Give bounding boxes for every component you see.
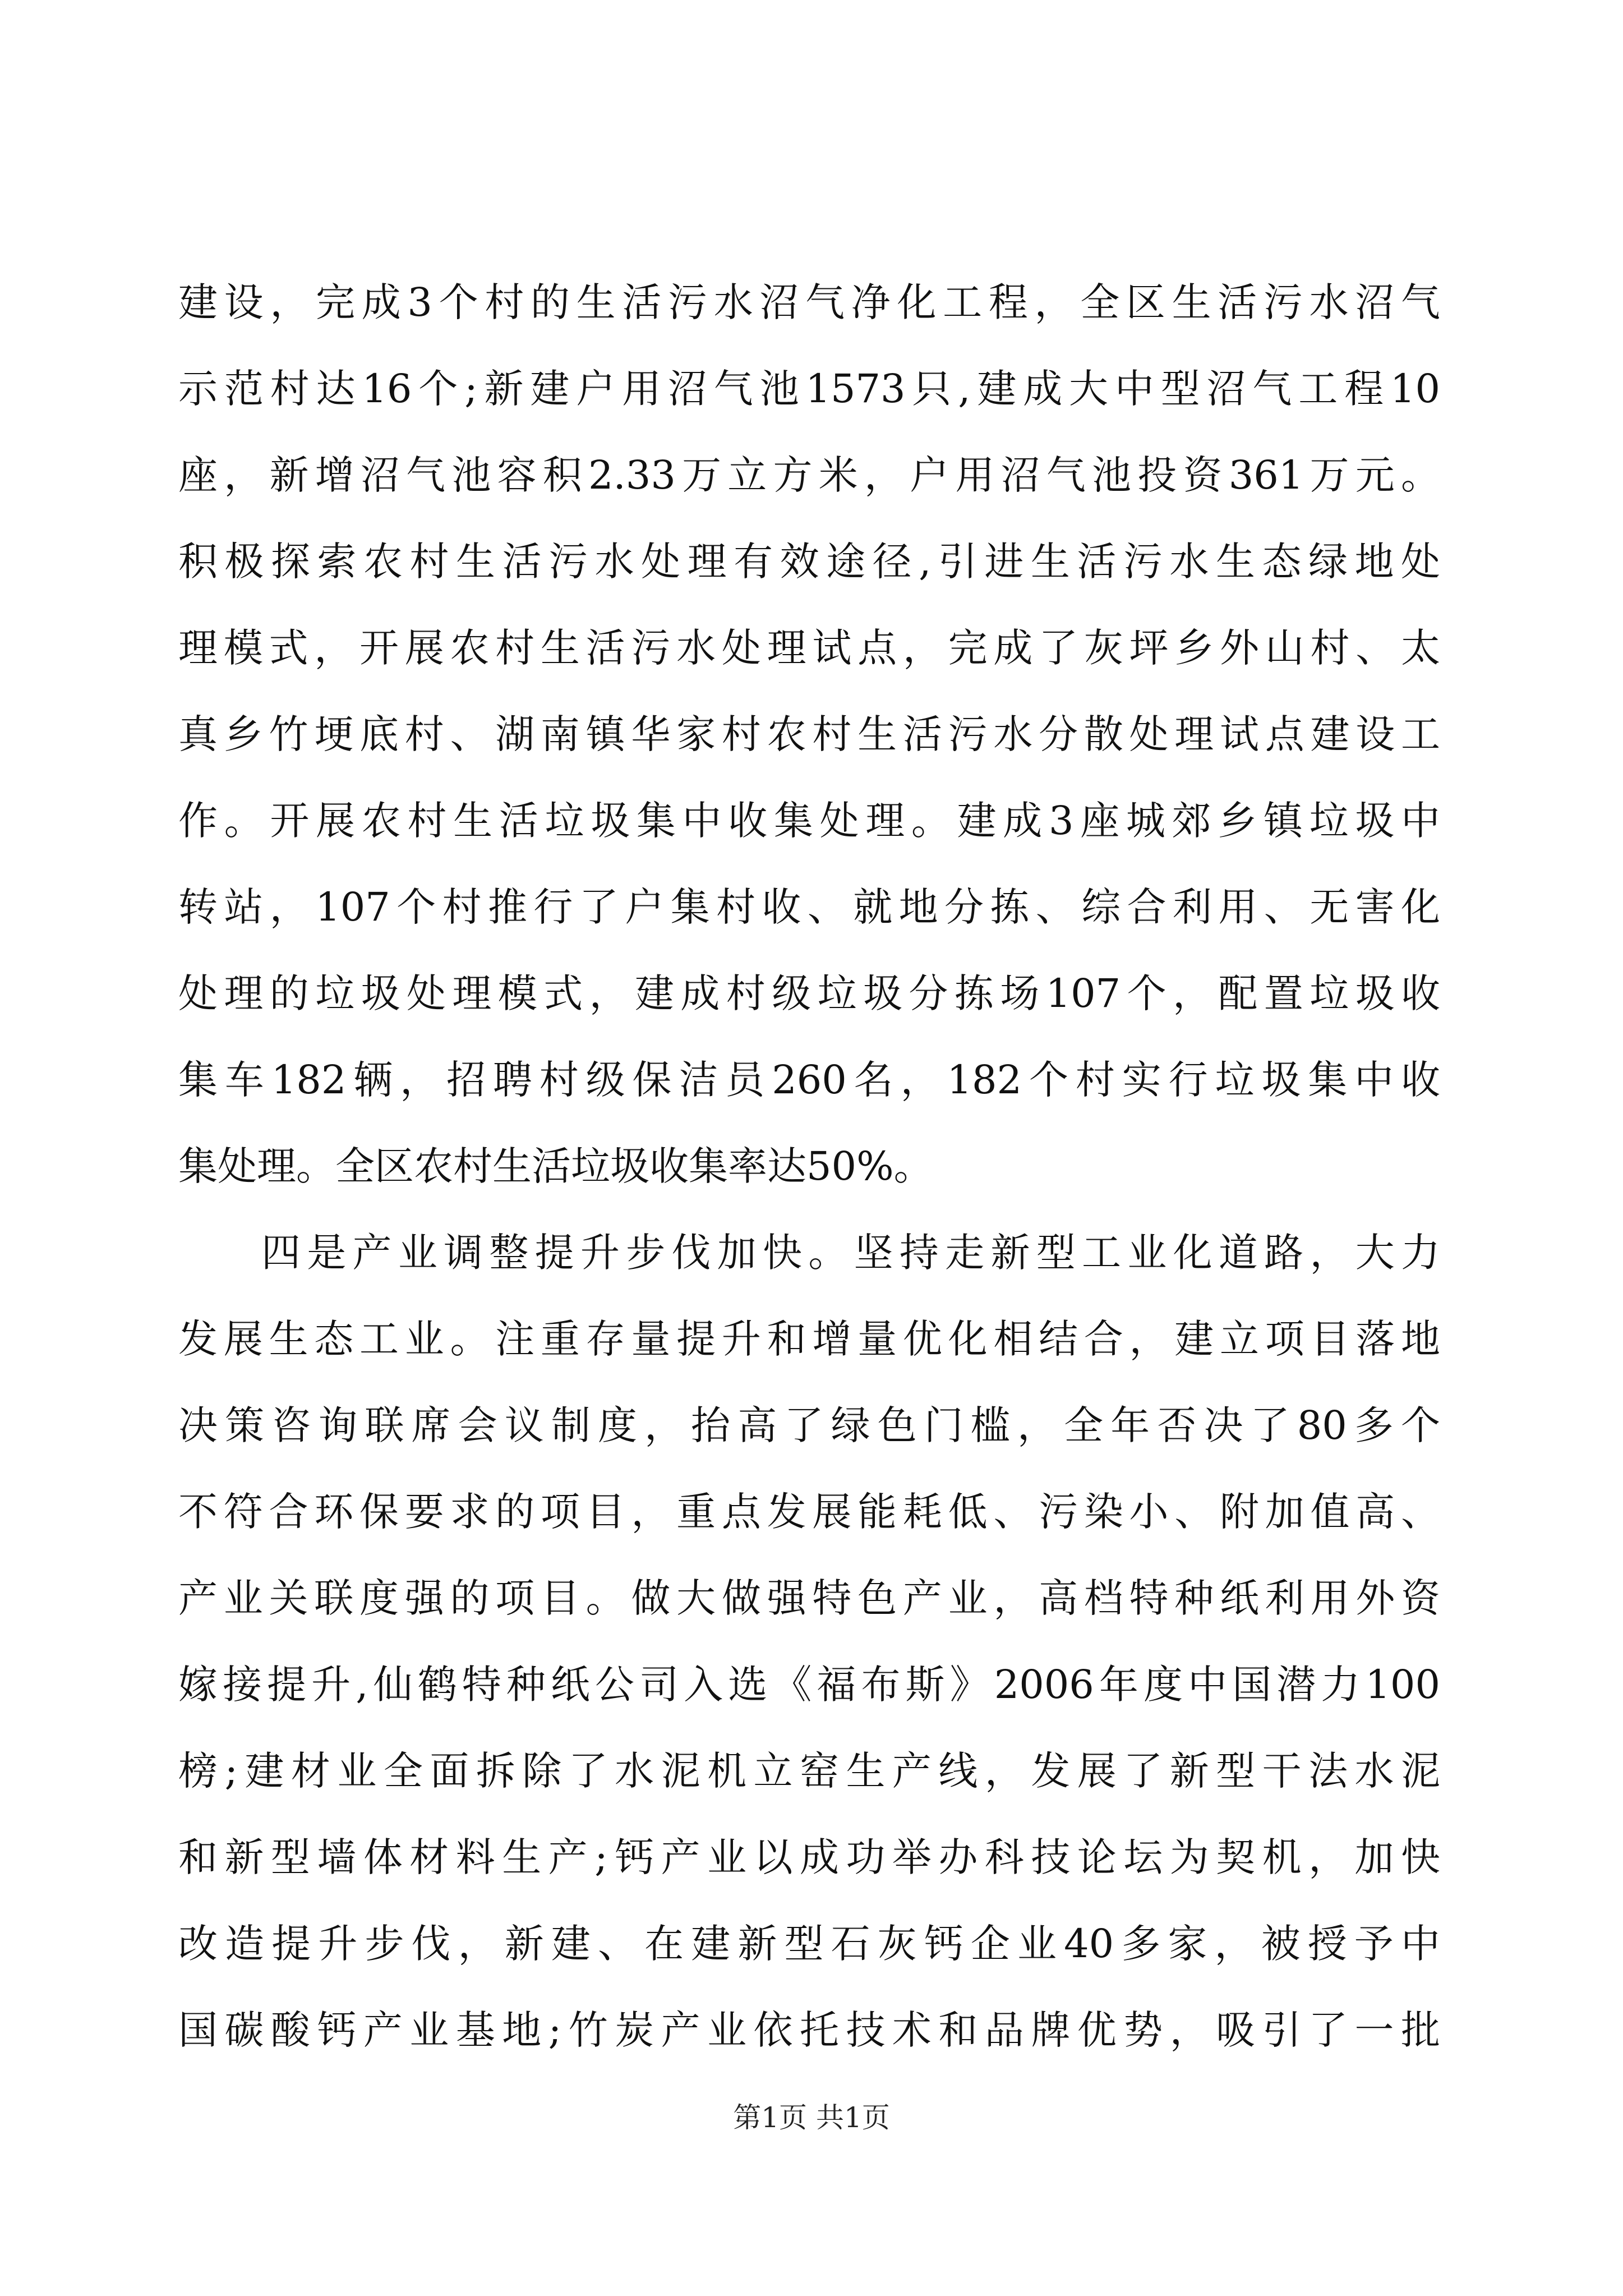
text-line: 作。开展农村生活垃圾集中收集处理。建成3座城郊乡镇垃圾中 — [178, 798, 1440, 844]
text-line: 产业关联度强的项目。做大做强特色产业，高档特种纸利用外资 — [178, 1575, 1440, 1621]
text-line: 榜;建材业全面拆除了水泥机立窑生产线，发展了新型干法水泥 — [178, 1748, 1440, 1794]
paragraph-first-line: 四是产业调整提升步伐加快。坚持走新型工业化道路，大力 — [261, 1230, 1440, 1276]
body-text — [178, 259, 1440, 2073]
text-line: 集车182辆，招聘村级保洁员260名，182个村实行垃圾集中收 — [178, 1057, 1440, 1103]
text-line: 决策咨询联席会议制度，抬高了绿色门槛，全年否决了80多个 — [178, 1402, 1440, 1448]
text-line: 国碳酸钙产业基地;竹炭产业依托技术和品牌优势，吸引了一批 — [178, 2007, 1440, 2053]
text-line: 真乡竹埂底村、湖南镇华家村农村生活污水分散处理试点建设工 — [178, 711, 1440, 757]
text-line: 发展生态工业。注重存量提升和增量优化相结合，建立项目落地 — [178, 1316, 1440, 1362]
text-line: 不符合环保要求的项目，重点发展能耗低、污染小、附加值高、 — [178, 1489, 1440, 1535]
text-line: 理模式，开展农村生活污水处理试点，完成了灰坪乡外山村、太 — [178, 625, 1440, 671]
text-line: 集处理。全区农村生活垃圾收集率达50%。 — [178, 1143, 933, 1189]
text-line: 建设，完成3个村的生活污水沼气净化工程，全区生活污水沼气 — [178, 279, 1440, 325]
text-line: 示范村达16个;新建户用沼气池1573只,建成大中型沼气工程10 — [178, 366, 1440, 412]
text-line: 转站，107个村推行了户集村收、就地分拣、综合利用、无害化 — [178, 884, 1440, 930]
text-line: 处理的垃圾处理模式，建成村级垃圾分拣场107个，配置垃圾收 — [178, 970, 1440, 1016]
text-line: 积极探索农村生活污水处理有效途径,引进生活污水生态绿地处 — [178, 539, 1440, 585]
text-line: 和新型墙体材料生产;钙产业以成功举办科技论坛为契机，加快 — [178, 1834, 1440, 1880]
text-line: 嫁接提升,仙鹤特种纸公司入选《福布斯》2006年度中国潜力100 — [178, 1662, 1440, 1708]
text-line: 座，新增沼气池容积2.33万立方米，户用沼气池投资361万元。 — [178, 452, 1440, 498]
text-line: 改造提升步伐，新建、在建新型石灰钙企业40多家，被授予中 — [178, 1921, 1440, 1967]
page-footer: 第1页 共1页 — [733, 2101, 890, 2134]
